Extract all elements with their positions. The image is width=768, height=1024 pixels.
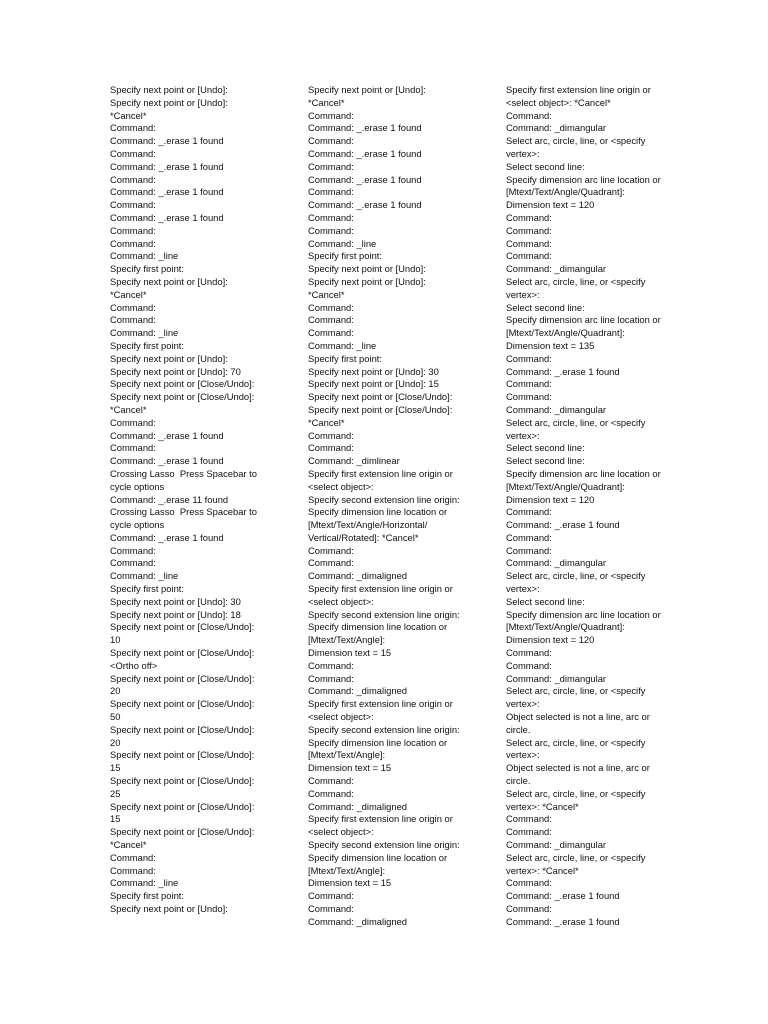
command-log-line: Command: — [110, 122, 156, 134]
command-log-line: Command: — [506, 659, 552, 671]
command-log-line: Select arc, circle, line, or <specify vertex>: — [506, 135, 648, 159]
command-log-line: Command: — [308, 544, 354, 556]
command-log-line: Command: _.erase 1 found — [110, 429, 224, 441]
command-log-line: Command: — [506, 877, 552, 889]
command-log-line: *Cancel* — [308, 416, 345, 428]
command-log-line: Select second line: — [506, 595, 585, 607]
command-log-line: Command: _dimangular — [506, 557, 607, 569]
command-log-line: Command: _.erase 1 found — [308, 173, 422, 185]
command-log-line: Command: — [308, 186, 354, 198]
command-log-line: Command: _dimaligned — [308, 800, 408, 812]
command-log-line: Command: — [308, 775, 354, 787]
command-log-line: Command: — [308, 787, 354, 799]
command-log-line: Command: _line — [308, 339, 377, 351]
command-log-line: Command: — [308, 442, 354, 454]
command-log-line: Command: _line — [110, 877, 179, 889]
command-log-line: Specify second extension line origin: — [308, 608, 460, 620]
command-log-line: Specify next point or [Undo]: — [308, 275, 426, 287]
command-log-line: Dimension text = 120 — [506, 493, 595, 505]
command-log-line: Command: — [506, 391, 552, 403]
command-log-line: Command: — [110, 851, 156, 863]
command-log-line: Specify first point: — [110, 583, 184, 595]
command-log-line: Specify next point or [Close/Undo]: <Ortho off> — [110, 647, 257, 671]
command-log-line: Specify dimension arc line location or [Mtext/Text/Angle/Quadrant]: — [506, 314, 664, 339]
command-log-line: Command: — [506, 224, 552, 236]
command-log-line: Specify next point or [Close/Undo]: — [308, 391, 453, 403]
command-log-line: Command: — [110, 301, 156, 313]
command-log-line: Command: _dimangular — [506, 672, 607, 684]
command-log-line: Command: — [506, 531, 552, 543]
command-log-line: Specify next point or [Close/Undo]: 25 — [110, 775, 257, 799]
command-log-line: Select second line: — [506, 455, 585, 467]
command-log-line: Command: — [506, 211, 552, 223]
command-log-line: Command: — [308, 557, 354, 569]
command-log-line: Command: — [308, 672, 354, 684]
command-log-line: Specify first extension line origin or <select object>: — [308, 583, 456, 607]
command-log-line: Command: _line — [110, 570, 179, 582]
command-log-line: Command: _.erase 1 found — [506, 915, 620, 927]
command-log-line: Specify next point or [Close/Undo]: — [110, 826, 255, 838]
command-log-line: Command: — [506, 903, 552, 914]
command-log-line: Specify first extension line origin or <select object>: *Cancel* — [506, 84, 654, 108]
command-log-line: Command: — [506, 109, 552, 121]
command-log-line: Command: — [110, 147, 156, 159]
command-log-line: Command: — [308, 135, 354, 147]
command-log-line: Select second line: — [506, 160, 585, 172]
command-log-line: Specify next point or [Undo]: 70 — [110, 365, 241, 377]
command-log-line: Specify next point or [Close/Undo]: 50 — [110, 698, 257, 723]
command-log-line: Specify first extension line origin or <select object>: — [308, 813, 456, 838]
command-log-line: *Cancel* — [110, 839, 147, 851]
command-log-line: Specify first extension line origin or <select object>: — [308, 467, 456, 492]
command-log-line: Object selected is not a line, arc or circle. — [506, 711, 653, 735]
command-log-line: Specify dimension arc line location or [Mtext/Text/Angle/Quadrant]: — [506, 608, 664, 633]
command-log-line: Object selected is not a line, arc or circle. — [506, 762, 653, 787]
command-log-line: Specify dimension arc line location or [Mtext/Text/Angle/Quadrant]: — [506, 467, 664, 492]
command-log-line: Command: — [308, 109, 354, 121]
command-log-line: Command: _.erase 1 found — [110, 211, 224, 223]
command-log-line: Command: — [308, 160, 354, 172]
command-log-line: Command: — [506, 237, 552, 249]
command-log-line: Command: _.erase 1 found — [308, 147, 422, 159]
command-log-line: Command: — [308, 327, 354, 339]
command-log-line: Dimension text = 15 — [308, 647, 392, 659]
command-log-line: Specify first point: — [110, 890, 184, 902]
command-log-line: Specify next point or [Close/Undo]: — [110, 378, 255, 390]
command-log-line: Command: — [308, 903, 354, 914]
command-log-line: Command: — [506, 647, 552, 659]
command-log-line: Command: — [110, 199, 156, 211]
command-log-line: Specify second extension line origin: — [308, 493, 460, 505]
command-log-line: Command: _.erase 1 found — [110, 135, 224, 147]
command-log-line: Command: _.erase 1 found — [506, 365, 620, 377]
command-log-line: Select arc, circle, line, or <specify vertex>: *Cancel* — [506, 787, 648, 812]
command-log-line: *Cancel* — [308, 288, 345, 300]
command-log-line: Specify dimension line location or [Mtext/Text/Angle/Horizontal/ Vertical/Rotated]: *Cancel* — [308, 506, 450, 543]
command-log-line: Command: — [506, 826, 552, 838]
command-log-line: Command: — [506, 250, 552, 262]
command-log-line: Specify next point or [Undo]: 18 — [110, 608, 241, 620]
command-log-line: Command: _dimaligned — [308, 915, 408, 927]
command-log-line: Specify second extension line origin: — [308, 839, 460, 851]
command-log-line: Command: — [110, 224, 156, 236]
command-log-line: Specify first point: — [308, 250, 382, 262]
command-log-line: Command: — [308, 429, 354, 441]
command-log-line: Specify next point or [Undo]: — [110, 275, 228, 287]
command-log-line: Command: — [506, 544, 552, 556]
command-log-line: Specify next point or [Undo]: 30 — [308, 365, 439, 377]
command-log-line: Command: _line — [110, 250, 179, 262]
command-log-line: Command: — [110, 557, 156, 569]
command-log-line: Specify next point or [Undo]: — [110, 352, 228, 364]
command-log-line: Command: — [110, 314, 156, 326]
command-log-line: Command: — [308, 890, 354, 902]
command-log-line: Specify dimension line location or [Mtext/Text/Angle]: — [308, 851, 450, 876]
command-log-line: Command: — [110, 442, 156, 454]
command-log-line: Command: _line — [110, 327, 179, 339]
command-log-line: Specify next point or [Close/Undo]: 10 — [110, 621, 257, 646]
command-log-line: Command: — [506, 506, 552, 518]
command-log-line: Select arc, circle, line, or <specify vertex>: — [506, 736, 648, 761]
command-log-line: Specify next point or [Undo]: — [308, 263, 426, 275]
command-log-line: Specify next point or [Close/Undo]: 15 — [110, 749, 257, 774]
command-log-line: Command: — [308, 314, 354, 326]
command-log-line: Command: — [110, 864, 156, 876]
command-log-line: Select second line: — [506, 442, 585, 454]
command-log-line: Specify first point: — [308, 352, 382, 364]
command-log-line: Specify next point or [Undo]: — [308, 84, 426, 95]
command-log-line: Command: — [110, 173, 156, 185]
command-log-line: Specify next point or [Close/Undo]: 15 — [110, 800, 257, 825]
command-log-line: Dimension text = 120 — [506, 199, 595, 211]
command-log-line: *Cancel* — [110, 288, 147, 300]
command-log-line: Specify next point or [Undo]: — [110, 84, 228, 95]
command-log-line: Command: _.erase 1 found — [506, 519, 620, 531]
command-log-line: Specify dimension line location or [Mtext/Text/Angle]: — [308, 736, 450, 761]
command-log-line: Specify next point or [Undo]: — [110, 903, 228, 914]
command-log-line: Command: — [506, 813, 552, 825]
command-log-line: Specify next point or [Undo]: 15 — [308, 378, 439, 390]
command-log-line: Command: _.erase 1 found — [506, 890, 620, 902]
command-log-line: Command: — [308, 659, 354, 671]
command-log-line: Command: — [308, 224, 354, 236]
command-log-line: Specify dimension arc line location or [Mtext/Text/Angle/Quadrant]: — [506, 173, 664, 198]
command-log-line: Command: _.erase 1 found — [308, 199, 422, 211]
command-log-line: Command: _.erase 1 found — [110, 531, 224, 543]
command-log-line: *Cancel* — [110, 109, 147, 121]
command-log-line: Command: _line — [308, 237, 377, 249]
command-log-line: Select arc, circle, line, or <specify vertex>: — [506, 275, 648, 300]
command-log-line: Command: — [110, 544, 156, 556]
command-log-line: Dimension text = 15 — [308, 762, 392, 774]
command-log-line: Select second line: — [506, 301, 585, 313]
command-log-line: Specify dimension line location or [Mtext/Text/Angle]: — [308, 621, 450, 646]
command-log-line: Command: _.erase 1 found — [110, 186, 224, 198]
command-log-line: Command: — [308, 301, 354, 313]
command-log-line: Specify next point or [Undo]: 30 — [110, 595, 241, 607]
command-log-line: Specify next point or [Close/Undo]: 20 — [110, 672, 257, 697]
command-log-line: Specify first point: — [110, 263, 184, 275]
text-column-3 — [506, 84, 664, 929]
command-log-line: Command: _dimaligned — [308, 570, 408, 582]
command-log-line: Specify next point or [Close/Undo]: — [110, 391, 255, 403]
command-log-line: Specify first extension line origin or <select object>: — [308, 698, 456, 723]
command-log-line: Command: _.erase 1 found — [308, 122, 422, 134]
command-log-line: Select arc, circle, line, or <specify vertex>: — [506, 685, 648, 710]
command-log-line: Command: — [110, 416, 156, 428]
command-log-line: Select arc, circle, line, or <specify vertex>: — [506, 416, 648, 441]
command-log-line: Select arc, circle, line, or <specify vertex>: *Cancel* — [506, 851, 648, 876]
text-column-2 — [308, 84, 463, 929]
command-log-line: Specify next point or [Close/Undo]: — [308, 403, 453, 415]
command-log-line: Command: _.erase 1 found — [110, 160, 224, 172]
command-log-line: Specify first point: — [110, 339, 184, 351]
command-log-line: Command: — [308, 211, 354, 223]
command-log-line: Select arc, circle, line, or <specify vertex>: — [506, 570, 648, 595]
command-log-line: Dimension text = 15 — [308, 877, 392, 889]
command-log-line: Command: _.erase 1 found — [110, 455, 224, 467]
command-log-line: Command: — [506, 378, 552, 390]
command-log-line: Command: _.erase 11 found — [110, 493, 229, 505]
command-log-line: Command: — [506, 352, 552, 364]
command-log-line: Dimension text = 135 — [506, 339, 595, 351]
command-log-line: Specify next point or [Close/Undo]: 20 — [110, 723, 257, 748]
command-log-line: Command: _dimangular — [506, 839, 607, 851]
command-log-line: Crossing Lasso Press Spacebar to cycle options — [110, 506, 260, 531]
command-log-line: Command: _dimangular — [506, 122, 607, 134]
command-log-line: Specify second extension line origin: — [308, 723, 460, 735]
command-log-line: Specify next point or [Undo]: — [110, 96, 228, 108]
command-log-line: Command: _dimangular — [506, 263, 607, 275]
command-log-line: Dimension text = 120 — [506, 634, 595, 646]
command-log-line: Command: — [110, 237, 156, 249]
command-log-line: Command: _dimaligned — [308, 685, 408, 697]
command-log-line: Crossing Lasso Press Spacebar to cycle options — [110, 467, 260, 492]
command-log-line: *Cancel* — [308, 96, 345, 108]
command-log-line: Command: _dimangular — [506, 403, 607, 415]
text-column-1 — [110, 84, 265, 916]
command-log-line: Command: _dimlinear — [308, 455, 400, 467]
command-log-line: *Cancel* — [110, 403, 147, 415]
